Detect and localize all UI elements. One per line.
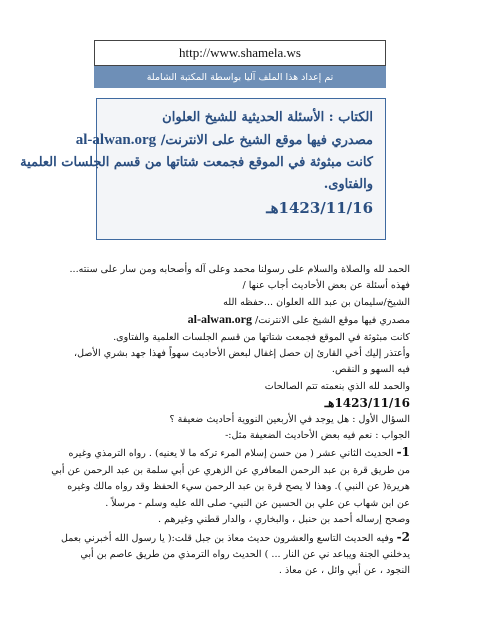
note-line: كانت مبثوثة في الموقع فجمعت شتاتها من قسم الجلسات العلمية <box>20 155 373 170</box>
book-title-line: الكتاب : الأسئلة الحديثية للشيخ العلوان <box>162 110 373 125</box>
source-site[interactable]: al-alwan.org <box>75 132 157 148</box>
book-info-box <box>20 98 386 240</box>
text-line: فهذه أسئلة عن بعض الأحاديث أجاب عنها / <box>242 280 410 292</box>
source-site[interactable]: al-alwan.org <box>187 312 252 327</box>
question-line: السؤال الأول : هل يوجد في الأربعين النووية أحاديث ضعيفة ؟ <box>169 413 410 425</box>
auto-generated-banner: تم إعداد هذا الملف آليا بواسطة المكتبة الشاملة <box>94 66 386 88</box>
text-line: كانت مبثوثة في الموقع فجمعت شتاتها من قسم الجلسات العلمية والفتاوى. <box>113 331 410 343</box>
text-line: من طريق قرة بن عبد الرحمن المعافري عن الزهري عن أبي سلمة بن عبد الرحمن عن أبي <box>51 464 410 476</box>
text-line: فيه السهو و النقص. <box>331 364 410 376</box>
source-line-body <box>92 311 410 329</box>
text-line: هريرة( عن النبي ). وهذا لا يصح قرة بن عبد الرحمن سيء الحفظ وقد رواه مالك وغيره <box>67 481 410 493</box>
item-number: 2- <box>396 529 410 544</box>
item-text: الحديث الثاني عشر ( من حسن إسلام المرء تركه ما لا يعنيه) . رواه الترمذي وغيره <box>68 448 394 460</box>
source-url[interactable]: http://www.shamela.ws <box>94 40 386 66</box>
note-line-end: والفتاوى. <box>323 177 373 192</box>
item-number: 1- <box>396 445 410 460</box>
source-text: مصدري فيها موقع الشيخ على الانترنت/ <box>160 133 373 148</box>
text-line: النجود ، عن أبي وائل ، عن معاذ . <box>278 565 410 577</box>
item-line <box>68 444 410 462</box>
intro-date: 1423/11/16هـ <box>324 396 410 411</box>
document-body <box>51 262 410 580</box>
text-line: الشيخ/سليمان بن عبد الله العلوان ...حفظه الله <box>223 296 410 308</box>
text-line: عن ابن شهاب عن علي بن الحسين عن النبي- صلى الله عليه وسلم - مرسلاً . <box>105 497 410 509</box>
compile-date: 1423/11/16هـ <box>266 199 373 217</box>
text-line: والحمد لله الذي بنعمته تتم الصالحات <box>264 380 410 392</box>
answer-line: الجواب : نعم فيه بعض الأحاديث الضعيفة مثل:- <box>225 430 410 442</box>
text-line: الحمد لله والصلاة والسلام على رسولنا محمد وعلى آله وأصحابه ومن سار على سنته... <box>69 264 410 275</box>
source-text: مصدري فيها موقع الشيخ على الانترنت/ <box>255 315 410 327</box>
text-line: يدخلني الجنة ويباعد ني عن النار ... ) الحديث رواه الترمذي من طريق عاصم بن أبي <box>80 548 410 560</box>
text-line: وأعتذر إليك أخي القارئ إن حصل إغفال لبعض الأحاديث سهواً فهذا جهد بشري الأصل، <box>74 348 410 360</box>
item-line <box>60 529 410 547</box>
source-line <box>75 129 373 152</box>
text-line: وصحح إرساله أحمد بن حنبل ، والبخاري ، والدار قطني وغيرهم . <box>158 514 410 526</box>
item-text: وفيه الحديث التاسع والعشرون حديث معاذ بن جبل قلت:( يا رسول الله أخبرني بعمل <box>60 532 394 544</box>
